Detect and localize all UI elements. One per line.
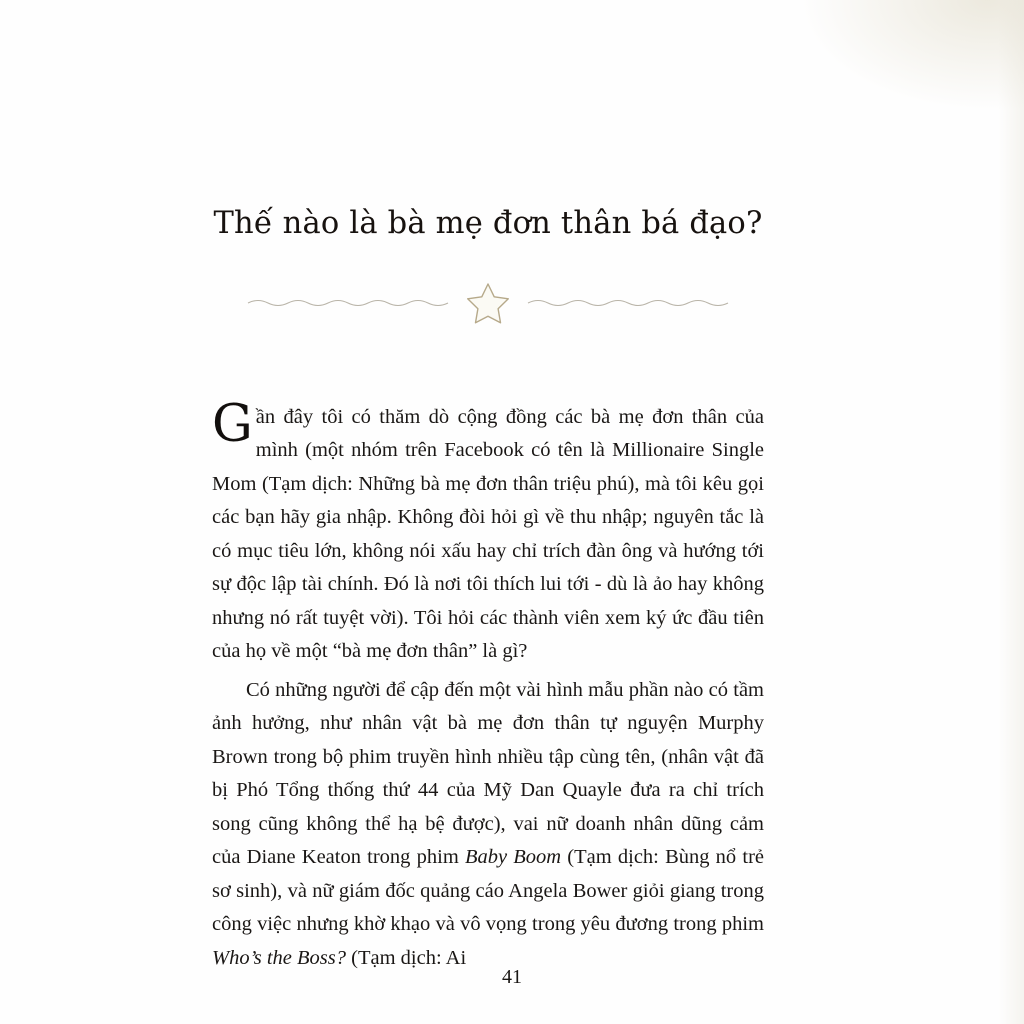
page-corner-shading — [784, 0, 1024, 120]
paragraph-2-run-3: (Tạm dịch: Bùng nổ trẻ sơ sinh), và nữ giám đốc quảng cáo Angela Bower giỏi giang trong công việc nhưng khờ khạo và vô vọng trong yêu đương trong phim — [212, 846, 764, 936]
film-title-whos-the-boss: Who’s the Boss? — [212, 946, 347, 969]
paragraph-2 — [212, 674, 764, 976]
paragraph-1 — [212, 394, 764, 669]
paragraph-2-run-1: Có những người để cập đến một vài hình mẫu phần nào có tầm ảnh hưởng, như nhân vật bà mẹ đơn thân tự nguyện Murphy Brown trong bộ phim truyền hình nhiều tập cùng tên, (nhân vật đã bị Phó Tổng thống thứ 44 của Mỹ Dan Quayle đưa ra chỉ trích song cũng không thể hạ bệ được), vai nữ doanh nhân dũng cảm của Diane Keaton trong phim — [212, 678, 764, 869]
page-content-column — [212, 0, 764, 1024]
page-edge-shading — [998, 0, 1024, 1024]
paragraph-2-run-5: (Tạm dịch: Ai — [346, 946, 467, 969]
paragraph-1-text: Gần đây tôi có thăm dò cộng đồng các bà mẹ đơn thân của mình (một nhóm trên Facebook có tên là Millionaire Single Mom (Tạm dịch: Những bà mẹ đơn thân triệu phú), mà tôi kêu gọi các bạn hãy gia nhập. Không đòi hỏi gì về thu nhập; nguyên tắc là có mục tiêu lớn, không nói xấu hay chỉ trích đàn ông và hướng tới sự độc lập tài chính. Đó là nơi tôi thích lui tới - dù là ảo hay không nhưng nó rất tuyệt vời). Tôi hỏi các thành viên xem ký ức đầu tiên của họ về một “bà mẹ đơn thân” là gì? — [212, 394, 764, 663]
film-title-baby-boom: Baby Boom — [464, 846, 562, 869]
page-number: 41 — [502, 966, 522, 988]
star-ornament-icon — [212, 279, 764, 325]
chapter-title: Thế nào là bà mẹ đơn thân bá đạo? — [213, 206, 763, 241]
